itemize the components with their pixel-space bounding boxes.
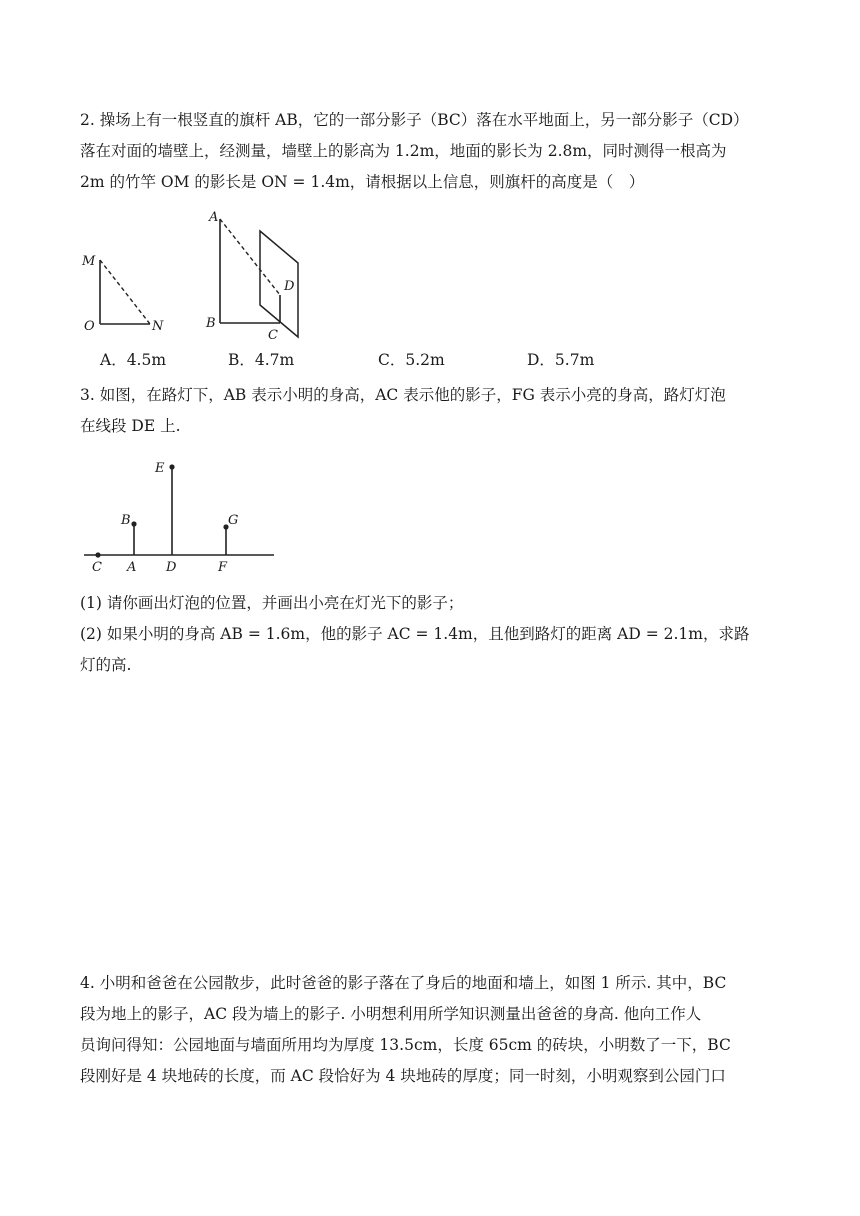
q4-line-2: 段为地上的影子，AC 段为墙上的影子. 小明想利用所学知识测量出爸爸的身高. 他向工作人 [80,1005,702,1023]
question-3-subparts [80,588,780,681]
option-c[interactable]: C．5.2m [378,351,445,369]
option-b[interactable]: B．4.7m [228,351,295,369]
q2-line-1: 2. 操场上有一根竖直的旗杆 AB，它的一部分影子（BC）落在水平地面上，另一部分影子（CD） [80,111,749,129]
label-m: M [82,254,96,269]
label-o: O [84,319,95,334]
label-c: C [268,328,278,343]
q4-line-1: 4. 小明和爸爸在公园散步，此时爸爸的影子落在了身后的地面和墙上，如图 1 所示. 其中，BC [80,974,727,992]
label-d: D [166,560,177,575]
question-3-text [80,380,780,442]
q4-line-4: 段刚好是 4 块地砖的长度，而 AC 段恰好为 4 块地砖的厚度；同一时刻，小明观察到公园门口 [80,1067,726,1085]
q3-sub-2-line-2: 灯的高. [80,656,132,674]
point-e [169,464,174,469]
point-c [95,552,100,557]
segment-ad-dashed [220,219,280,295]
q3-sub-2-line-1: (2) 如果小明的身高 AB = 1.6m，他的影子 AC = 1.4m，且他到路灯的距离 AD = 2.1m，求路 [80,625,750,643]
option-d[interactable]: D．5.7m [527,351,595,369]
label-f: F [218,560,228,575]
q3-line-1: 3. 如图，在路灯下，AB 表示小明的身高，AC 表示他的影子，FG 表示小亮的身高，路灯灯泡 [80,386,726,404]
figure-pole-om [76,248,176,338]
label-n: N [152,319,164,334]
q4-line-3: 员询问得知：公园地面与墙面所用均为厚度 13.5cm，长度 65cm 的砖块，小明数了一下，BC [80,1036,731,1054]
label-b: B [121,513,131,528]
label-a: A [127,560,137,575]
option-a[interactable]: A．4.5m [100,351,167,369]
label-c: C [92,560,102,575]
label-e: E [155,461,165,476]
q2-line-3: 2m 的竹竿 OM 的影长是 ON = 1.4m，请根据以上信息，则旗杆的高度是（ ） [80,173,645,191]
q3-sub-1: (1) 请你画出灯泡的位置，并画出小亮在灯光下的影子； [80,594,464,612]
segment-mn-dashed [100,260,150,324]
point-b [131,521,136,526]
label-b: B [206,316,216,331]
label-d: D [284,279,295,294]
question-2-text [80,105,780,198]
figure-street-light [80,455,280,575]
question-4-text [80,968,780,1092]
label-g: G [228,513,239,528]
label-a: A [209,210,219,225]
q2-line-2: 落在对面的墙壁上，经测量，墙壁上的影高为 1.2m，地面的影长为 2.8m，同时测得一根高为 [80,142,727,160]
figure-flagpole-ab [200,205,320,345]
q3-line-2: 在线段 DE 上. [80,417,181,435]
